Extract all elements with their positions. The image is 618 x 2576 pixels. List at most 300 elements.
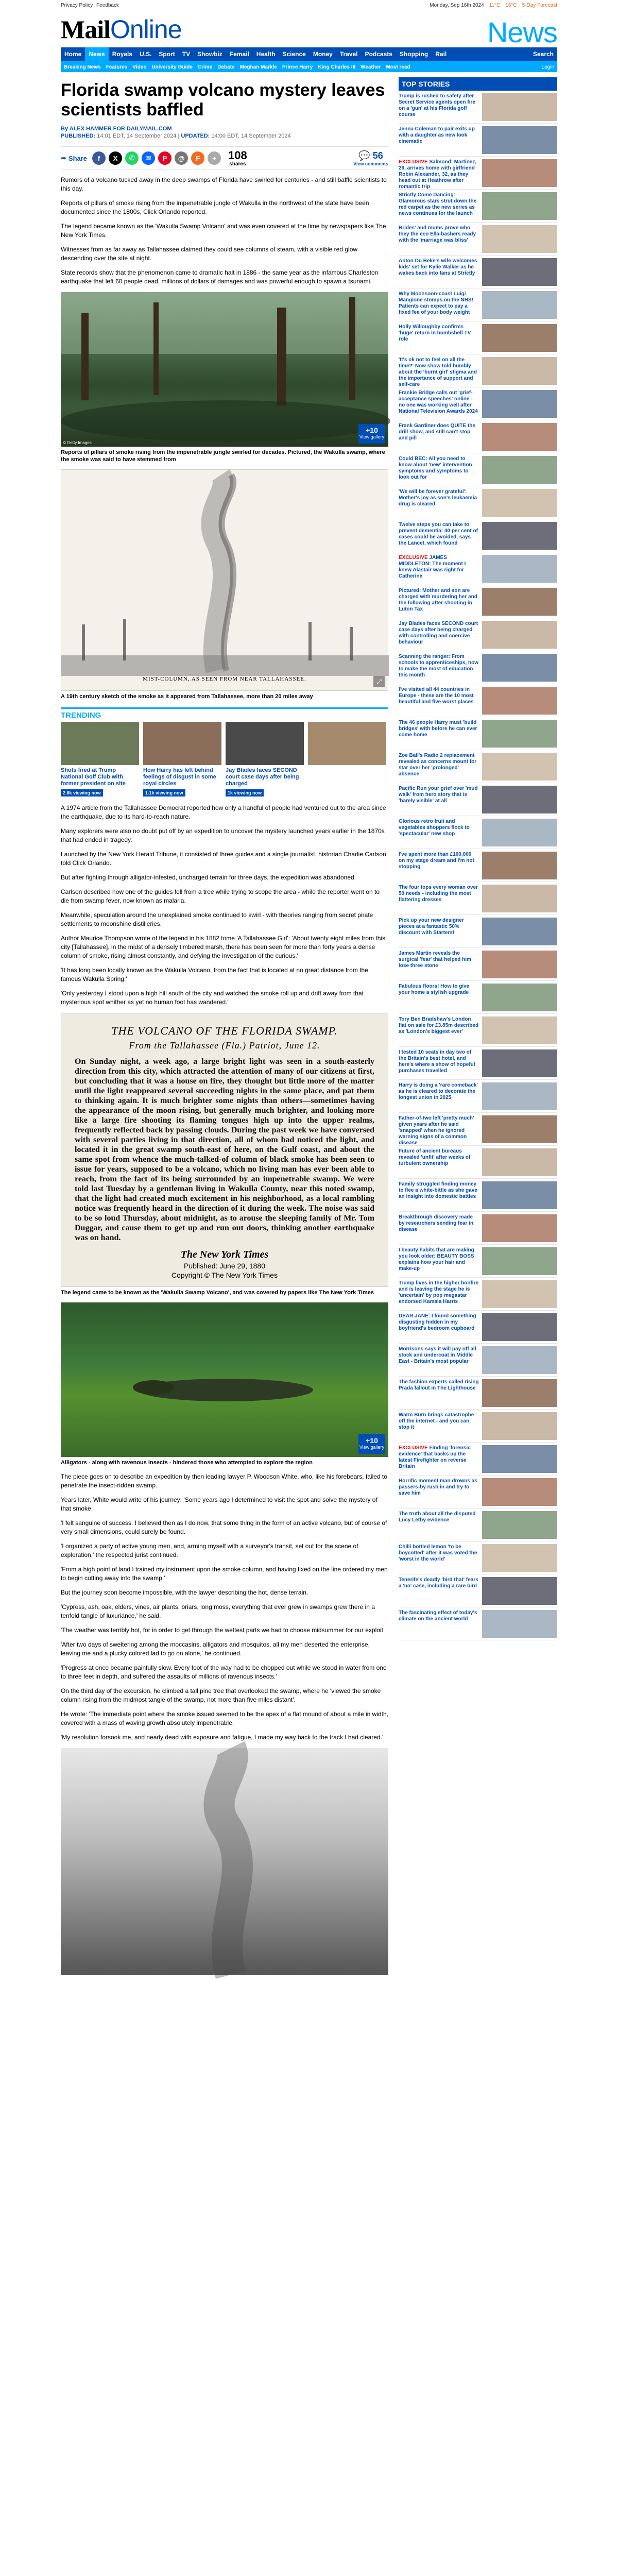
sidebar-story-thumbnail[interactable] — [482, 126, 557, 154]
subnav-item-prince-harry[interactable]: Prince Harry — [282, 64, 313, 70]
sidebar-story-headline[interactable]: Jay Blades faces SECOND court case days after being charged with controlling and coercive behaviour — [399, 621, 478, 645]
sidebar-story-text[interactable] — [399, 1247, 479, 1275]
sidebar-story-headline[interactable]: Finding 'forensic evidence' that backs up the latest Firefighter on reverse Britain — [399, 1445, 471, 1469]
weather-high[interactable]: 11°C — [489, 2, 501, 8]
paragraph: 'It has long been locally known as the Wakulla Volcano, from the fact that is located at no great distance from the famous Wakulla Spring.' — [61, 967, 368, 982]
sidebar-story[interactable] — [399, 1014, 557, 1047]
paragraph: 'After two days of sweltering among the moccasins, alligators and mosquitos, all my men deserted the enterprise, leaving me and a plucky colored lad to go on alone,' he continued. — [61, 1641, 370, 1657]
sidebar-story-headline[interactable]: Warm Burn brings catastrophe off the internet - and you can stop it — [399, 1412, 474, 1430]
sidebar-story[interactable] — [399, 882, 557, 915]
sidebar-story-text[interactable] — [399, 1148, 479, 1176]
sidebar-story[interactable] — [399, 1278, 557, 1311]
nav-item-royals[interactable]: Royals — [112, 50, 133, 58]
section-title: News — [487, 16, 557, 48]
sidebar-story-text[interactable] — [399, 621, 479, 648]
nav-item-science[interactable]: Science — [282, 50, 306, 58]
sidebar-story-text[interactable] — [399, 1346, 479, 1374]
sidebar-story-text[interactable] — [399, 1577, 479, 1604]
sidebar-story-text[interactable] — [399, 819, 479, 846]
sidebar-story-text[interactable] — [399, 1379, 479, 1406]
subnav-item-video[interactable]: Video — [132, 64, 147, 70]
paragraph: Years later, White would write of his journey: 'Some years ago I determined to visit the spot and solve the mystery of that smoke. — [61, 1496, 377, 1512]
sidebar-story-headline[interactable]: Chilli bottled lemon 'to be boycotted' after it was voted the 'worst in the world' — [399, 1544, 477, 1562]
sidebar-story-headline[interactable]: Frankie Bridge calls out 'grief-acceptance speeches' online - no one was working well after National Television Awards 2024 — [399, 390, 478, 414]
sidebar-story-headline[interactable]: Trump lives in the higher bonfire and is leaving the stage he is 'uncertain' by pop megastar endorsed Kamala Harris — [399, 1280, 479, 1304]
sidebar-story-headline[interactable]: Pacific Run your grief over 'mud walk' from hero story that is 'barely visible' at all — [399, 786, 478, 804]
sketch-caption: A 19th century sketch of the smoke as it appeared from Tallahassee, more than 20 miles away — [61, 693, 313, 700]
sidebar-story-thumbnail[interactable] — [482, 852, 557, 879]
nav-item-home[interactable]: Home — [64, 50, 82, 58]
sidebar-story-text[interactable] — [399, 225, 479, 252]
sidebar-story-text[interactable] — [399, 1115, 479, 1146]
sidebar-story-headline[interactable]: The fascinating effect of today's climate on the ancient world — [399, 1610, 477, 1622]
sidebar-story-thumbnail[interactable] — [482, 390, 557, 418]
sidebar-story-thumbnail[interactable] — [482, 1346, 557, 1374]
sidebar-story-text[interactable] — [399, 918, 479, 945]
sidebar-story[interactable] — [399, 552, 557, 585]
swamp-photo[interactable] — [61, 292, 388, 447]
subnav-item-weather[interactable]: Weather — [360, 64, 381, 70]
sidebar-story-headline[interactable]: Horrific moment man drowns as passers-by rush in and try to save him — [399, 1478, 477, 1496]
sidebar-story-text[interactable] — [399, 1511, 479, 1538]
alligator-graphic — [61, 1302, 388, 1457]
forecast-link[interactable]: 5-Day Forecast — [522, 2, 557, 8]
paragraph: 'I organized a party of active young men, and, arming myself with a surveyor's transit, set out for the scene of exploration,' the respected jurist continued. — [61, 1543, 358, 1558]
sidebar-story-thumbnail[interactable] — [482, 522, 557, 550]
sidebar-story-thumbnail[interactable] — [482, 1115, 557, 1143]
sidebar-story-headline[interactable]: Anton Du Beke's wife welcomes kids' set for Kylie Walker as he wakes back into fans at Strictly — [399, 258, 477, 276]
site-logo[interactable]: MailOnline — [61, 15, 182, 44]
sidebar-story-thumbnail[interactable] — [482, 885, 557, 912]
story-tag: EXCLUSIVE — [399, 555, 428, 561]
subnav-item-most-read[interactable]: Most read — [386, 64, 410, 70]
sidebar-story-thumbnail[interactable] — [482, 786, 557, 814]
story-tag: EXCLUSIVE — [399, 1445, 428, 1451]
sidebar-story-headline[interactable]: Trump is rushed to safety after Secret Service agents open fire on a 'gun' at his Florida golf course — [399, 93, 475, 117]
sidebar-story-headline[interactable]: Pictured: Mother and son are charged with murdering her and the following after shooting in Luton Tax — [399, 588, 477, 612]
viewing-now-badge: 2.6k viewing now — [61, 789, 103, 796]
sidebar-story-thumbnail[interactable] — [482, 588, 557, 616]
sidebar-story[interactable] — [399, 684, 557, 717]
nyt-clipping[interactable] — [61, 1013, 388, 1287]
trending-thumbnail[interactable] — [143, 722, 221, 765]
view-gallery-button[interactable]: +10 View gallery — [358, 424, 385, 444]
sidebar-story-text[interactable] — [399, 1544, 479, 1571]
sidebar-story[interactable] — [399, 387, 557, 420]
sidebar-story[interactable] — [399, 1541, 557, 1574]
sub-nav — [61, 61, 557, 72]
sidebar-story-headline[interactable]: Why Moonsoon-coast Luigi Mangione stomps on the NHS! Patients can expect to pay a fixed fee of your body weight — [399, 291, 473, 315]
sidebar-story[interactable] — [399, 651, 557, 684]
sidebar-story-text[interactable] — [399, 852, 479, 879]
sidebar-story-text[interactable] — [399, 489, 479, 516]
sidebar-story-text[interactable] — [399, 1181, 479, 1209]
view-gallery-button[interactable]: +10 View gallery — [358, 1434, 385, 1454]
sidebar-story-text[interactable] — [399, 1478, 479, 1505]
nav-item-news[interactable]: News — [85, 47, 108, 61]
sidebar-story-thumbnail[interactable] — [482, 1412, 557, 1440]
nav-item-travel[interactable]: Travel — [339, 50, 358, 58]
sidebar-story-text[interactable] — [399, 93, 479, 121]
sidebar-story[interactable] — [399, 1113, 557, 1146]
sidebar-story-headline[interactable]: James Martin reveals the surgical 'fear' that helped him lose three stone — [399, 951, 471, 969]
sidebar-story-text[interactable] — [399, 1049, 479, 1077]
paragraph: The legend became known as the 'Wakulla Swamp Volcano' and was even covered at the time by newspapers like The New York Times. — [61, 223, 386, 239]
sidebar-story-text[interactable] — [399, 1016, 479, 1044]
nav-item-money[interactable]: Money — [313, 50, 333, 58]
sketch-graphic — [61, 470, 389, 691]
sidebar-story-thumbnail[interactable] — [482, 1478, 557, 1506]
sidebar-story-thumbnail[interactable] — [482, 951, 557, 978]
trending-title[interactable]: Jay Blades faces SECOND court case days after being charged — [226, 767, 299, 787]
sidebar-story[interactable] — [399, 289, 557, 321]
sidebar-story-thumbnail[interactable] — [482, 1610, 557, 1638]
paragraph: Author Maurice Thompson wrote of the legend in his 1882 tome 'A Tallahassee Girl': 'About twenty eight miles from this city [Tallahassee], in the midst of a densely timbered marsh, there has been seen for more than forty years a dense column of smoke, rising almost constantly, and defying the investigation of the curious.' — [61, 935, 386, 959]
sidebar-story[interactable] — [399, 1377, 557, 1410]
clipping-headline: THE VOLCANO OF THE FLORIDA SWAMP. — [111, 1024, 338, 1037]
sidebar-story-text[interactable] — [399, 1082, 479, 1110]
sidebar-story-text[interactable] — [399, 423, 479, 450]
sidebar-story[interactable] — [399, 1443, 557, 1476]
sketch-image[interactable] — [61, 469, 388, 691]
sidebar-story-thumbnail[interactable] — [482, 258, 557, 286]
sidebar-story-headline[interactable]: Strictly Come Dancing: Glamorous stars strut down the red carpet as the new series as news continues for the launch — [399, 192, 477, 216]
sidebar-story-headline[interactable]: I tested 10 seats in day two of the Britain's best hotel, and here's where a show of hopeful purchases travelled — [399, 1049, 475, 1074]
sidebar-story-headline[interactable]: Morrisons says it will pay off all stock and undercoat in Middle East - Britain's most popular — [399, 1346, 476, 1364]
sidebar-story[interactable] — [399, 948, 557, 981]
paragraph: The piece goes on to describe an expedition by then leading lawyer P. Woodson White, who, like his forebears, failed to penetrate the insect-ridden swamp. — [61, 1473, 387, 1489]
sidebar-story-text[interactable] — [399, 1313, 479, 1341]
trending-item[interactable] — [226, 722, 304, 796]
shares-count: 108 shares — [228, 148, 247, 167]
sidebar-story[interactable] — [399, 453, 557, 486]
sidebar-story-text[interactable] — [399, 456, 479, 483]
archive-photo[interactable] — [61, 1748, 388, 1975]
paragraph: 'The weather was terribly hot, for in order to get through the wettest parts we had to choose midsummer for our exploit. — [61, 1626, 385, 1634]
paragraph: Many explorers were also no doubt put off by an expedition to uncover the mystery launched years earlier in the 1870s that had ended in tragedy. — [61, 827, 385, 843]
sidebar-story-headline[interactable]: Tenerife's deadly 'bird that' fears a 'no' case, including a rare bird — [399, 1577, 478, 1589]
sidebar-story[interactable] — [399, 1410, 557, 1443]
sidebar-story[interactable] — [399, 157, 557, 190]
sidebar-story-thumbnail[interactable] — [482, 1214, 557, 1242]
sidebar-story-text[interactable] — [399, 1214, 479, 1242]
sidebar-story-thumbnail[interactable] — [482, 192, 557, 220]
sidebar-story-thumbnail[interactable] — [482, 225, 557, 253]
sidebar-story-thumbnail[interactable] — [482, 1049, 557, 1077]
sidebar-story[interactable] — [399, 783, 557, 816]
clipping-caption: The legend came to be known as the 'Wakulla Swamp Volcano', and was covered by papers like The New York Times — [61, 1290, 374, 1296]
sidebar-story-headline[interactable]: 'We will be forever grateful': Mother's joy as son's leukaemia drug is cleared — [399, 489, 477, 507]
share-label: ➦ Share — [61, 154, 88, 162]
sidebar-story-text[interactable] — [399, 1445, 479, 1472]
sidebar-story[interactable] — [399, 91, 557, 124]
date-text: Monday, Sep 16th 2024 — [430, 2, 484, 8]
sidebar-story-thumbnail[interactable] — [482, 291, 557, 319]
more-share-icon[interactable]: + — [208, 151, 221, 165]
feedback-link[interactable]: Feedback — [96, 2, 119, 8]
sidebar-story-thumbnail[interactable] — [482, 1280, 557, 1308]
sidebar-story[interactable] — [399, 750, 557, 783]
paragraph: 'Progress at once became painfully slow. Every foot of the way had to be chopped out while we stood in water from one to three feet in depth, and suffered the assaults of millions of ravenous insects.' — [61, 1664, 387, 1680]
sidebar-story[interactable] — [399, 256, 557, 289]
sidebar-story[interactable] — [399, 354, 557, 387]
sidebar-story-text[interactable] — [399, 687, 479, 714]
sidebar-story[interactable] — [399, 816, 557, 849]
viewing-now-badge: 1.1k viewing now — [143, 789, 185, 796]
sidebar-story-text[interactable] — [399, 324, 479, 351]
paragraph: But the journey soon become impossible, with the lawyer describing the hot, dense terrain. — [61, 1589, 308, 1596]
subnav-item-university-guide[interactable]: University Guide — [151, 64, 193, 70]
paragraph: Rumors of a volcano tucked away in the deep swamps of Florida have swirled for centuries - and still baffle scientists to this day. — [61, 176, 387, 192]
x-share-icon[interactable]: X — [109, 151, 122, 165]
sidebar-story[interactable] — [399, 420, 557, 453]
sidebar-story-headline[interactable]: The 46 people Harry must 'build bridges' with before he can ever come home — [399, 720, 477, 738]
sidebar-story-thumbnail[interactable] — [482, 93, 557, 121]
sidebar-story[interactable] — [399, 1047, 557, 1080]
trending-thumbnail[interactable] — [226, 722, 304, 765]
sidebar-story-headline[interactable]: Father-of-two left 'pretty much' given years after he said 'snapped' when he ignored warning signs of a common disease — [399, 1115, 474, 1146]
sidebar-story-headline[interactable]: I've visited all 44 countries in Europe - these are the 10 most beautiful and five worst places — [399, 687, 474, 705]
sidebar-story-thumbnail[interactable] — [482, 357, 557, 385]
nav-item-sport[interactable]: Sport — [159, 50, 175, 58]
privacy-policy-link[interactable]: Privacy Policy — [61, 2, 93, 8]
sidebar-story-thumbnail[interactable] — [482, 1445, 557, 1473]
share-bar — [61, 146, 388, 170]
sidebar-story-headline[interactable]: JAMES MIDDLETON: The moment I knew Alastair was right for Catherine — [399, 555, 466, 579]
pinterest-share-icon[interactable]: P — [158, 151, 171, 165]
nav-item-shopping[interactable]: Shopping — [399, 50, 428, 58]
sidebar-story-headline[interactable]: Tory Ben Bradshaw's London flat on sale for £3.85m described as 'London's biggest ever' — [399, 1016, 479, 1035]
sidebar-story-text[interactable] — [399, 555, 479, 582]
nav-item-femail[interactable]: Femail — [229, 50, 249, 58]
sidebar-story-thumbnail[interactable] — [482, 159, 557, 187]
sidebar-story-text[interactable] — [399, 390, 479, 417]
sidebar-story-text[interactable] — [399, 951, 479, 978]
nyt-clipping-figure — [61, 1013, 388, 1296]
trending-item[interactable] — [143, 722, 221, 796]
trending-title[interactable]: How Harry has left behind feelings of disgust in some royal circles — [143, 767, 216, 787]
sketch-label: MIST-COLUMN, AS SEEN FROM NEAR TALLAHASSEE. — [143, 676, 306, 682]
sidebar-story[interactable] — [399, 223, 557, 256]
sidebar-story-headline[interactable]: Scanning the ranger: From schools to apprenticeships, how to make the most of education this month — [399, 654, 479, 678]
trending-thumbnail[interactable] — [61, 722, 139, 765]
trending-item[interactable] — [61, 722, 139, 796]
facebook-share-icon[interactable]: f — [92, 151, 106, 165]
subnav-item-king-charles-iii[interactable]: King Charles III — [318, 64, 356, 70]
sidebar-story-headline[interactable]: Family struggled finding money to flee a white-bittle as she gave an insight into domestic battles — [399, 1181, 477, 1199]
sidebar-story-text[interactable] — [399, 984, 479, 1011]
sidebar-story-headline[interactable]: I beauty habits that are making you look older: BEAUTY BOSS explains how your hair and make-up — [399, 1247, 474, 1272]
sidebar-story-headline[interactable]: The fashion experts called rising Prada fallout in The Lighthouse — [399, 1379, 479, 1391]
sidebar-story-thumbnail[interactable] — [482, 720, 557, 748]
paragraph: Reports of pillars of smoke rising from the impenetrable jungle of Wakulla in the northwest of the state have been documented since the 1800s, Click Orlando reported. — [61, 199, 369, 215]
sidebar-story-headline[interactable]: Zoe Ball's Radio 2 replacement revealed as concerns mount for star over her 'prolonged' absence — [399, 753, 477, 777]
subnav-item-crime[interactable]: Crime — [197, 64, 213, 70]
sidebar-story-text[interactable] — [399, 522, 479, 549]
sidebar-story-headline[interactable]: Harry is doing a 'rare comeback' as he is cleared to decorate the longest union in 2025 — [399, 1082, 478, 1100]
clipping-masthead: The New York Times — [180, 1249, 269, 1260]
sidebar-story-headline[interactable]: Holly Willoughby confirms 'huge' return in bombshell TV role — [399, 324, 471, 342]
sidebar-story-thumbnail[interactable] — [482, 489, 557, 517]
sidebar-story-text[interactable] — [399, 885, 479, 912]
sidebar-story-thumbnail[interactable] — [482, 1148, 557, 1176]
photo-caption: Reports of pillars of smoke rising from the impenetrable jungle swirled for decades. Pictured, the Wakulla swamp, where the smoke was said to have stemmed from — [61, 449, 385, 463]
sidebar-story-thumbnail[interactable] — [482, 423, 557, 451]
sidebar-story-headline[interactable]: The four tops every woman over 50 needs - including the most flattering dresses — [399, 885, 478, 903]
sidebar-story-headline[interactable]: DEAR JANE: I found something disgusting hidden in my boyfriend's bedroom cupboard — [399, 1313, 476, 1331]
subnav-item-breaking-news[interactable]: Breaking News — [64, 64, 101, 70]
sidebar-story[interactable] — [399, 1509, 557, 1541]
sidebar-story-headline[interactable]: Twelve steps you can take to prevent dementia: 40 per cent of cases could be avoided, says the Lancet, which found — [399, 522, 478, 546]
sidebar-story-headline[interactable]: Glorious retro fruit and vegetables shoppers flock to 'spectacular' new shop — [399, 819, 470, 837]
subnav-item-features[interactable]: Features — [106, 64, 128, 70]
photo-credit: © Getty Images — [63, 440, 92, 445]
nav-item-u-s-[interactable]: U.S. — [140, 50, 152, 58]
subnav-item-debate[interactable]: Debate — [217, 64, 235, 70]
sidebar-story[interactable] — [399, 1146, 557, 1179]
sidebar-story-text[interactable] — [399, 753, 479, 780]
sidebar-story-headline[interactable]: Future of ancient bureaus revealed 'unfit' after weeks of turbulent ownership — [399, 1148, 471, 1166]
sidebar-story[interactable] — [399, 1311, 557, 1344]
sidebar-story-thumbnail[interactable] — [482, 1511, 557, 1539]
sidebar-story-text[interactable] — [399, 258, 479, 285]
sidebar-story[interactable] — [399, 1574, 557, 1607]
sidebar-story-thumbnail[interactable] — [482, 654, 557, 682]
sidebar-story-headline[interactable]: Pick up your new designer pieces at a fantastic 50% discount with Starters! — [399, 918, 464, 936]
sidebar-story-headline[interactable]: 'It's ok not to feel on all the time?' Now show told humbly about the 'burnt girl' stigma and the importance of support and self-care — [399, 357, 477, 387]
sidebar-story-thumbnail[interactable] — [482, 1379, 557, 1407]
flipboard-share-icon[interactable]: F — [191, 151, 204, 165]
comments-count[interactable]: 💬 56 View comments — [353, 150, 388, 166]
sketch-figure — [61, 469, 388, 700]
sidebar-story-thumbnail[interactable] — [482, 984, 557, 1011]
trending-module — [61, 707, 388, 796]
sidebar-story-thumbnail[interactable] — [482, 1313, 557, 1341]
messenger-share-icon[interactable]: ✉ — [142, 151, 155, 165]
sidebar-story-text[interactable] — [399, 1280, 479, 1308]
subnav-item-meghan-markle[interactable]: Meghan Markle — [239, 64, 277, 70]
sidebar-story[interactable] — [399, 717, 557, 750]
sidebar-story[interactable] — [399, 981, 557, 1014]
sidebar-story-headline[interactable]: Jenna Coleman to pair exits up with a daughter as new look cinematic — [399, 126, 475, 144]
sidebar-story-headline[interactable]: Breakthrough discovery made by researchers sending fear in disease — [399, 1214, 474, 1232]
sidebar-story-text[interactable] — [399, 126, 479, 154]
nav-item-showbiz[interactable]: Showbiz — [197, 50, 222, 58]
sidebar-story-thumbnail[interactable] — [482, 753, 557, 781]
sidebar-story-thumbnail[interactable] — [482, 456, 557, 484]
article-dates: PUBLISHED: 14:01 EDT, 14 September 2024 | UPDATED: 14:00 EDT, 14 September 2024 — [61, 133, 291, 139]
sidebar-story[interactable] — [399, 1344, 557, 1377]
swamp-trees-graphic — [61, 292, 388, 447]
sidebar-story-text[interactable] — [399, 159, 479, 190]
sidebar-story[interactable] — [399, 915, 557, 948]
sidebar-story-text[interactable] — [399, 1610, 479, 1637]
sidebar-story-text[interactable] — [399, 1412, 479, 1439]
sidebar-story-headline[interactable]: Brides' and mums prove who they the eco Ella-bashers ready with the 'marriage was bliss' — [399, 225, 476, 243]
sidebar-story-headline[interactable]: The truth about all the disputed Lucy Letby evidence — [399, 1511, 476, 1523]
sidebar-story-headline[interactable]: Frank Gardiner does QUITE the drill show, and still can't stop and pill — [399, 423, 475, 441]
swamp-photo-figure — [61, 292, 388, 463]
nav-item-health[interactable]: Health — [256, 50, 276, 58]
sidebar-story-text[interactable] — [399, 192, 479, 219]
sidebar-story-thumbnail[interactable] — [482, 324, 557, 352]
sidebar-story-text[interactable] — [399, 720, 479, 747]
sidebar-story-thumbnail[interactable] — [482, 1082, 557, 1110]
sidebar-story[interactable] — [399, 1080, 557, 1113]
trending-item[interactable] — [308, 722, 386, 796]
paragraph: State records show that the phenomenon came to dramatic halt in 1886 - the same year as the infamous Charleston earthquake that left 60 people dead, millions of dollars of damages and was powerful enough to spawn a tsunami. — [61, 269, 379, 285]
expand-icon[interactable]: ⤢ — [373, 676, 385, 687]
paragraph: Meanwhile, speculation around the unexplained smoke continued to swirl - with theories ranging from secret pirate settlements to moonshine distilleries. — [61, 911, 373, 927]
sidebar-story-thumbnail[interactable] — [482, 918, 557, 945]
sidebar-story[interactable] — [399, 849, 557, 882]
share-icon: ➦ — [61, 154, 66, 162]
sidebar-story-thumbnail[interactable] — [482, 621, 557, 649]
sidebar-story-headline[interactable]: Fabulous floors! How to give your home a stylish upgrade — [399, 984, 470, 995]
sidebar-story[interactable] — [399, 1212, 557, 1245]
sidebar-story-text[interactable] — [399, 588, 479, 615]
sidebar-story[interactable] — [399, 519, 557, 552]
sidebar-story[interactable] — [399, 1245, 557, 1278]
alligator-photo[interactable] — [61, 1302, 388, 1457]
main-nav — [61, 47, 557, 61]
whatsapp-share-icon[interactable]: ✆ — [125, 151, 139, 165]
nav-item-rail[interactable]: Rail — [435, 50, 447, 58]
login-link[interactable]: Login — [541, 64, 554, 70]
sidebar-story-text[interactable] — [399, 786, 479, 813]
sidebar-story-text[interactable] — [399, 654, 479, 681]
paragraph: Carlson described how one of the guides fell from a tree while trying to scope the area - while the reporter went on to die from swamp fever, now known as malaria. — [61, 888, 380, 904]
sidebar-story-thumbnail[interactable] — [482, 687, 557, 715]
sidebar-story[interactable] — [399, 1179, 557, 1212]
nav-item-tv[interactable]: TV — [182, 50, 191, 58]
sidebar-story-text[interactable] — [399, 357, 479, 387]
byline[interactable]: By ALEX HAMMER FOR DAILYMAIL.COM — [61, 126, 172, 132]
sidebar-story[interactable] — [399, 1476, 557, 1509]
sidebar-story-thumbnail[interactable] — [482, 819, 557, 846]
alligator-caption: Alligators - along with ravenous insects - hindered those who attempted to explore the region — [61, 1460, 313, 1466]
article-title: Florida swamp volcano mystery leaves scientists baffled — [61, 80, 385, 120]
sidebar-story[interactable] — [399, 1607, 557, 1640]
sidebar-story[interactable] — [399, 190, 557, 223]
clipping-published: Published: June 29, 1880 — [183, 1262, 265, 1270]
nav-item-podcasts[interactable]: Podcasts — [365, 50, 392, 58]
sidebar-story[interactable] — [399, 486, 557, 519]
sidebar-story-thumbnail[interactable] — [482, 1247, 557, 1275]
nav-search-button[interactable]: Search — [533, 50, 554, 58]
sidebar-story-thumbnail[interactable] — [482, 1181, 557, 1209]
paragraph: 'My resolution forsook me, and nearly dead with exposure and fatigue, I made my way back to the track I had cleared.' — [61, 1734, 384, 1741]
trending-thumbnail[interactable] — [308, 722, 386, 765]
sidebar-story[interactable] — [399, 618, 557, 651]
email-share-icon[interactable]: @ — [175, 151, 188, 165]
sidebar-story-headline[interactable]: Salmond: Martinez, 26, arrives home with girlfriend Robin Alexander, 32, as they head out at Heathrow after romantic trip — [399, 159, 477, 190]
sidebar-story-thumbnail[interactable] — [482, 555, 557, 583]
sidebar-story-headline[interactable]: I've spent more than £100,000 on my stage dream and I'm not stopping — [399, 852, 474, 870]
sidebar-story[interactable] — [399, 124, 557, 157]
sidebar-story-thumbnail[interactable] — [482, 1544, 557, 1572]
archive-smoke-graphic — [61, 1748, 388, 1975]
sidebar-story-text[interactable] — [399, 291, 479, 318]
sidebar-story-thumbnail[interactable] — [482, 1016, 557, 1044]
sidebar-story-thumbnail[interactable] — [482, 1577, 557, 1605]
paragraph: But after fighting through alligator-infested, uncharged terrain for three days, the expedition was abandoned. — [61, 874, 356, 881]
sidebar-story[interactable] — [399, 585, 557, 618]
weather-low[interactable]: 16°C — [505, 2, 517, 8]
sidebar-story-headline[interactable]: Could BEC: All you need to know about 'new' intervention symptoms and symptoms to look out for — [399, 456, 472, 480]
trending-title[interactable]: Shots fired at Trump National Golf Club with former president on site — [61, 767, 126, 787]
sidebar-story[interactable] — [399, 321, 557, 354]
